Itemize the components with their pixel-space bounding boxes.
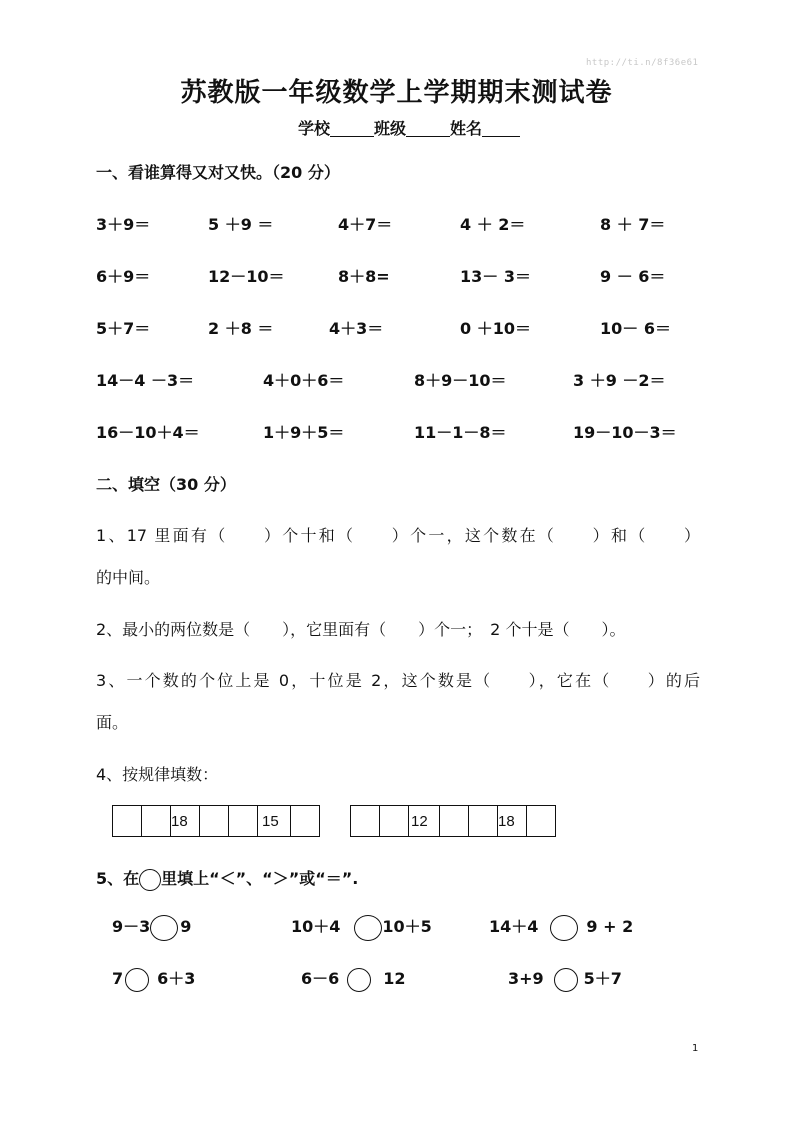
question-4: 4、按规律填数： <box>96 765 219 784</box>
comparison-item <box>489 914 633 941</box>
equation: 2 ＋8 ＝ <box>208 319 274 338</box>
student-info-line <box>298 116 520 139</box>
sequence-cell[interactable] <box>229 806 258 837</box>
sequence-cell: 15 <box>258 806 291 837</box>
equation: 8＋8= <box>338 267 390 286</box>
equation: 13－ 3＝ <box>460 267 531 286</box>
sequence-cell[interactable] <box>351 806 380 837</box>
name-label: 姓名 <box>450 119 483 138</box>
equation: 4 ＋ 2＝ <box>460 215 526 234</box>
equation: 11－1－8＝ <box>414 423 507 442</box>
equation: 14－4 －3＝ <box>96 371 195 390</box>
comparison-item <box>112 914 191 941</box>
equation: 9 － 6＝ <box>600 267 666 286</box>
sequence-cell: 18 <box>171 806 200 837</box>
school-label: 学校 <box>298 119 331 138</box>
compare-right: 9 + 2 <box>586 917 634 936</box>
question-5 <box>96 866 358 891</box>
equation: 12－10＝ <box>208 267 285 286</box>
question-3-continued: 面。 <box>96 713 129 732</box>
compare-left: 9－3 <box>112 917 151 936</box>
class-blank[interactable] <box>406 120 450 137</box>
watermark-url: http://ti.n/8f36e61 <box>586 58 699 68</box>
question-1: 1、17 里面有（ ）个十和（ ）个一，这个数在（ ）和（ ） <box>96 526 700 545</box>
equation: 0 ＋10＝ <box>460 319 531 338</box>
compare-left: 6－6 <box>301 969 340 988</box>
compare-circle[interactable] <box>150 915 178 941</box>
equation: 4＋7＝ <box>338 215 393 234</box>
compare-circle[interactable] <box>347 968 371 992</box>
comparison-item <box>112 966 195 992</box>
equation: 16－10＋4＝ <box>96 423 200 442</box>
page-number: 1 <box>692 1043 699 1054</box>
compare-left: 10＋4 <box>291 917 341 936</box>
equation: 5＋7＝ <box>96 319 151 338</box>
sequence-cell: 12 <box>409 806 440 837</box>
compare-right: 10＋5 <box>382 917 432 936</box>
equation: 5 ＋9 ＝ <box>208 215 274 234</box>
equation: 3＋9＝ <box>96 215 151 234</box>
section-2-heading: 二、填空（30 分） <box>96 475 236 494</box>
class-label: 班级 <box>374 119 407 138</box>
circle-icon <box>139 869 161 891</box>
page-title: 苏教版一年级数学上学期期末测试卷 <box>180 78 613 108</box>
compare-circle[interactable] <box>125 968 149 992</box>
equation: 19－10－3＝ <box>573 423 677 442</box>
sequence-cell[interactable] <box>440 806 469 837</box>
name-blank[interactable] <box>482 120 520 137</box>
sequence-cell[interactable] <box>113 806 142 837</box>
compare-left: 3+9 <box>508 969 544 988</box>
compare-circle[interactable] <box>554 968 578 992</box>
compare-right: 6＋3 <box>157 969 196 988</box>
sequence-cell[interactable] <box>200 806 229 837</box>
equation: 10－ 6＝ <box>600 319 671 338</box>
question-2: 2、最小的两位数是（ ），它里面有（ ）个一； 2 个十是（ ）。 <box>96 620 626 639</box>
question-5-suffix: 里填上“＜”、“＞”或“＝”. <box>161 869 359 888</box>
question-3: 3、一个数的个位上是 0，十位是 2，这个数是（ ），它在（ ）的后 <box>96 671 700 690</box>
sequence-cell[interactable] <box>380 806 409 837</box>
sequence-cell[interactable] <box>142 806 171 837</box>
question-5-prefix: 5、在 <box>96 869 140 888</box>
sequence-cell: 18 <box>498 806 527 837</box>
sequence-cell[interactable] <box>469 806 498 837</box>
equation: 4＋0＋6＝ <box>263 371 345 390</box>
comparison-item <box>291 914 432 941</box>
compare-left: 14＋4 <box>489 917 539 936</box>
number-sequence-2 <box>350 805 556 837</box>
comparison-item <box>508 966 622 992</box>
sequence-cell[interactable] <box>291 806 320 837</box>
compare-right: 9 <box>180 917 192 936</box>
equation: 8 ＋ 7＝ <box>600 215 666 234</box>
equation: 1＋9＋5＝ <box>263 423 345 442</box>
compare-left: 7 <box>112 969 124 988</box>
equation: 4＋3＝ <box>329 319 384 338</box>
number-sequence-1 <box>112 805 320 837</box>
compare-circle[interactable] <box>550 915 578 941</box>
section-1-heading: 一、看谁算得又对又快。（20 分） <box>96 163 340 182</box>
equation: 8＋9－10＝ <box>414 371 507 390</box>
compare-right: 5＋7 <box>583 969 622 988</box>
compare-circle[interactable] <box>354 915 382 941</box>
comparison-item <box>301 966 406 992</box>
sequence-cell[interactable] <box>527 806 556 837</box>
equation: 3 ＋9 －2＝ <box>573 371 666 390</box>
compare-right: 12 <box>383 969 406 988</box>
equation: 6＋9＝ <box>96 267 151 286</box>
school-blank[interactable] <box>330 120 374 137</box>
question-1-continued: 的中间。 <box>96 568 161 587</box>
